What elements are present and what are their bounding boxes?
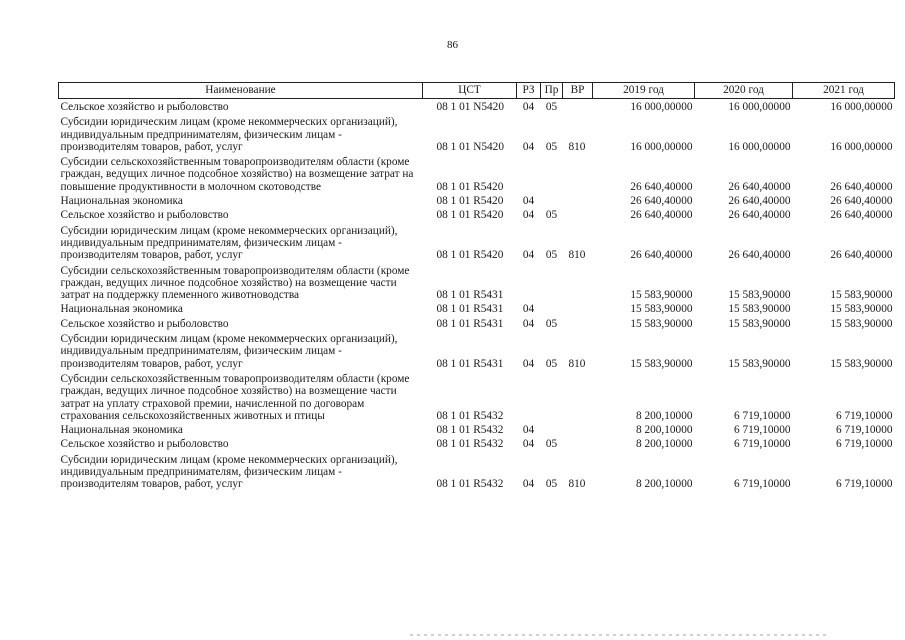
cell-2020: 26 640,40000 <box>728 180 791 193</box>
cell-cst: 08 1 01 R5431 <box>436 289 504 302</box>
cell-2020: 16 000,00000 <box>728 140 791 153</box>
cell-2021: 26 640,40000 <box>830 180 893 193</box>
cell-rz: 04 <box>522 195 535 208</box>
cell-rz: 04 <box>522 438 535 451</box>
cell-pr: 05 <box>545 101 558 113</box>
cell-2021: 26 640,40000 <box>830 195 893 208</box>
cell-cst: 08 1 01 N5420 <box>436 140 504 153</box>
cell-2019: 15 583,90000 <box>630 303 693 316</box>
table-row <box>59 451 895 491</box>
cell-2020: 15 583,90000 <box>728 357 791 370</box>
cell-name: Субсидии сельскохозяйственным товаропроизводителям области (кроме граждан, ведущих личное подсобное хозяйство) на возмещение части затрат на уплату страховой премии, начисленной по договорам страхования сельскохозяйственных животных и птицы <box>60 372 410 422</box>
header-2021: 2021 год <box>793 83 895 99</box>
cell-vr <box>563 262 593 302</box>
cell-cst: 08 1 01 R5420 <box>436 195 504 208</box>
table-row <box>59 301 895 315</box>
cell-pr: 05 <box>545 249 558 262</box>
header-vr: ВР <box>563 83 593 99</box>
cell-pr <box>541 153 563 193</box>
cell-2020: 6 719,10000 <box>734 478 791 491</box>
cell-pr: 05 <box>545 140 558 153</box>
cell-rz <box>517 262 541 302</box>
cell-vr: 810 <box>568 249 586 262</box>
cell-2020: 26 640,40000 <box>728 195 791 208</box>
cell-cst: 08 1 01 R5432 <box>436 409 504 422</box>
cell-vr <box>563 153 593 193</box>
cell-rz: 04 <box>522 101 535 113</box>
cell-cst: 08 1 01 R5431 <box>436 303 504 316</box>
cell-name: Субсидии юридическим лицам (кроме некоммерческих организаций), индивидуальным предпринимателям, физическим лицам - производителям товаров, работ, услуг <box>60 333 398 370</box>
cell-vr <box>563 436 593 450</box>
page-number: 86 <box>447 39 458 51</box>
cell-vr <box>563 301 593 315</box>
cell-2020: 15 583,90000 <box>728 289 791 302</box>
header-2020: 2020 год <box>695 83 793 99</box>
cell-cst: 08 1 01 R5420 <box>436 249 504 262</box>
cell-2019: 15 583,90000 <box>630 357 693 370</box>
cell-2019: 26 640,40000 <box>630 249 693 262</box>
cell-pr: 05 <box>545 317 558 330</box>
cell-rz: 04 <box>522 317 535 330</box>
cell-2020: 16 000,00000 <box>728 101 791 113</box>
cell-name: Субсидии юридическим лицам (кроме некоммерческих организаций), индивидуальным предпринимателям, физическим лицам - производителям товаров, работ, услуг <box>60 116 398 153</box>
cell-2021: 15 583,90000 <box>830 303 893 316</box>
cell-rz: 04 <box>522 209 535 222</box>
table-row <box>59 113 895 153</box>
cell-name: Субсидии юридическим лицам (кроме некоммерческих организаций), индивидуальным предпринимателям, физическим лицам - производителям товаров, работ, услуг <box>60 224 398 262</box>
cell-2021: 26 640,40000 <box>830 249 893 262</box>
cell-pr: 05 <box>545 438 558 451</box>
cell-pr: 05 <box>545 209 558 222</box>
table-body <box>59 99 895 491</box>
table-row <box>59 207 895 221</box>
cell-name: Сельское хозяйство и рыболовство <box>60 101 229 113</box>
table-row <box>59 422 895 436</box>
cell-2019: 8 200,10000 <box>636 438 693 451</box>
cell-pr <box>541 193 563 207</box>
header-cst: ЦСТ <box>423 83 517 99</box>
table-row <box>59 99 895 114</box>
table-header-row <box>59 83 895 99</box>
cell-cst: 08 1 01 R5432 <box>436 478 504 491</box>
cell-name: Субсидии юридическим лицам (кроме некоммерческих организаций), индивидуальным предпринимателям, физическим лицам - производителям товаров, работ, услуг <box>60 453 398 491</box>
cell-vr <box>563 370 593 422</box>
table-row <box>59 193 895 207</box>
cell-rz <box>517 153 541 193</box>
header-rz: РЗ <box>517 83 541 99</box>
budget-table <box>58 82 895 491</box>
cell-pr <box>541 422 563 436</box>
cell-vr <box>563 422 593 436</box>
cell-2021: 6 719,10000 <box>836 438 893 451</box>
cell-2019: 8 200,10000 <box>636 409 693 422</box>
cell-vr: 810 <box>568 478 586 491</box>
cell-2020: 26 640,40000 <box>728 249 791 262</box>
table-row <box>59 153 895 193</box>
cell-2020: 26 640,40000 <box>728 209 791 222</box>
cell-name: Национальная экономика <box>60 303 183 316</box>
cell-2021: 16 000,00000 <box>830 101 893 113</box>
table-row <box>59 330 895 370</box>
cell-2020: 15 583,90000 <box>728 317 791 330</box>
scan-artifact-line <box>410 634 830 636</box>
cell-vr <box>563 99 593 114</box>
cell-2021: 6 719,10000 <box>836 409 893 422</box>
cell-2019: 15 583,90000 <box>630 289 693 302</box>
cell-2021: 26 640,40000 <box>830 209 893 222</box>
cell-2020: 6 719,10000 <box>734 409 791 422</box>
header-2019: 2019 год <box>593 83 695 99</box>
cell-2021: 16 000,00000 <box>830 140 893 153</box>
cell-2019: 15 583,90000 <box>630 317 693 330</box>
cell-name: Сельское хозяйство и рыболовство <box>60 317 229 330</box>
cell-2020: 15 583,90000 <box>728 303 791 316</box>
cell-2019: 8 200,10000 <box>636 424 693 437</box>
cell-rz: 04 <box>522 249 535 262</box>
cell-2019: 16 000,00000 <box>630 101 693 113</box>
cell-2020: 6 719,10000 <box>734 438 791 451</box>
cell-cst: 08 1 01 R5420 <box>436 209 504 222</box>
table-row <box>59 222 895 262</box>
table-row <box>59 370 895 422</box>
cell-rz: 04 <box>522 140 535 153</box>
cell-pr: 05 <box>545 478 558 491</box>
cell-2019: 26 640,40000 <box>630 195 693 208</box>
cell-vr: 810 <box>568 357 586 370</box>
cell-vr: 810 <box>568 140 586 153</box>
cell-pr <box>541 370 563 422</box>
cell-pr <box>541 301 563 315</box>
cell-cst: 08 1 01 N5420 <box>436 101 504 113</box>
table-row <box>59 262 895 302</box>
cell-cst: 08 1 01 R5431 <box>436 357 504 370</box>
cell-2019: 26 640,40000 <box>630 180 693 193</box>
cell-cst: 08 1 01 R5420 <box>436 180 504 193</box>
header-pr: Пр <box>541 83 563 99</box>
cell-rz: 04 <box>522 303 535 316</box>
cell-name: Национальная экономика <box>60 195 183 208</box>
cell-vr <box>563 207 593 221</box>
cell-2019: 16 000,00000 <box>630 140 693 153</box>
cell-2020: 6 719,10000 <box>734 424 791 437</box>
table-row <box>59 436 895 450</box>
cell-name: Национальная экономика <box>60 424 183 437</box>
cell-rz: 04 <box>522 424 535 437</box>
cell-pr: 05 <box>545 357 558 370</box>
cell-2019: 26 640,40000 <box>630 209 693 222</box>
table-row <box>59 316 895 330</box>
cell-cst: 08 1 01 R5431 <box>436 317 504 330</box>
cell-rz: 04 <box>522 357 535 370</box>
cell-2019: 8 200,10000 <box>636 478 693 491</box>
cell-2021: 15 583,90000 <box>830 317 893 330</box>
cell-2021: 15 583,90000 <box>830 289 893 302</box>
cell-2021: 6 719,10000 <box>836 478 893 491</box>
cell-2021: 6 719,10000 <box>836 424 893 437</box>
cell-name: Субсидии сельскохозяйственным товаропроизводителям области (кроме граждан, ведущих личное подсобное хозяйство) на возмещение части затрат на поддержку племенного животноводства <box>60 264 410 302</box>
cell-rz: 04 <box>522 478 535 491</box>
cell-name: Субсидии сельскохозяйственным товаропроизводителям области (кроме граждан, ведущих личное подсобное хозяйство) на возмещение затрат на повышение продуктивности в молочном скотоводстве <box>60 156 414 193</box>
header-name: Наименование <box>59 83 423 99</box>
cell-cst: 08 1 01 R5432 <box>436 438 504 451</box>
cell-name: Сельское хозяйство и рыболовство <box>60 438 229 451</box>
cell-2021: 15 583,90000 <box>830 357 893 370</box>
cell-rz <box>517 370 541 422</box>
cell-vr <box>563 316 593 330</box>
cell-cst: 08 1 01 R5432 <box>436 424 504 437</box>
cell-vr <box>563 193 593 207</box>
cell-pr <box>541 262 563 302</box>
cell-name: Сельское хозяйство и рыболовство <box>60 209 229 222</box>
